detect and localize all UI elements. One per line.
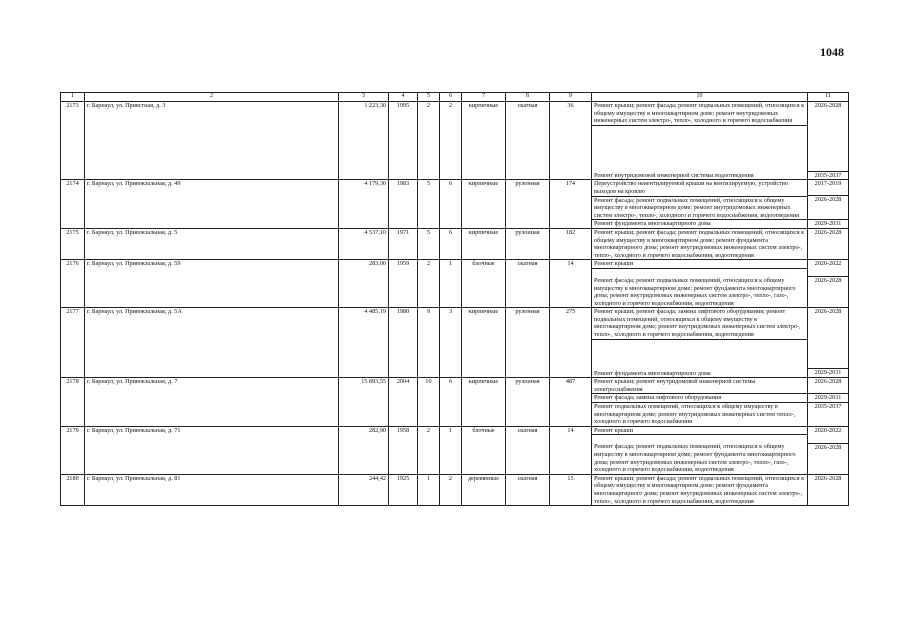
repair-works-cell xyxy=(592,474,808,505)
repair-work-item: Ремонт крыши xyxy=(592,260,807,269)
address-cell: г. Барнаул, ул. Привокзальная, д. 81 xyxy=(85,474,339,505)
repair-term-item: 2029-2031 xyxy=(814,220,842,228)
repair-work-item: Ремонт фундамента многоквартирного дома xyxy=(594,220,711,228)
row-number: 2177 xyxy=(61,308,85,378)
repair-works-cell xyxy=(592,102,808,180)
column-number: 6 xyxy=(440,93,462,102)
roof-type-cell: скатная xyxy=(506,260,550,308)
table-row xyxy=(61,308,849,378)
repair-works-cell xyxy=(592,426,808,474)
roof-type-cell: рулонная xyxy=(506,180,550,229)
column-number: 2 xyxy=(85,93,339,102)
repair-work-item: Переустройство невентилируемой крыши на вентилируемую, устройство выходов на кровлю xyxy=(592,180,807,196)
column-number-row xyxy=(61,93,849,102)
wall-material-cell: блочные xyxy=(462,260,506,308)
repair-works-cell xyxy=(592,180,808,229)
wall-material-cell: деревянные xyxy=(462,474,506,505)
address-cell: г. Барнаул, ул. Привокзальная, д. 5А xyxy=(85,308,339,378)
repair-term-item: 2026-2028 xyxy=(814,443,842,451)
floors-cell: 1 xyxy=(418,474,440,505)
year-cell: 1958 xyxy=(389,426,418,474)
wall-material-cell: кирпичные xyxy=(462,378,506,427)
repair-term-cell xyxy=(808,102,849,180)
year-cell: 1995 xyxy=(389,102,418,180)
table-row xyxy=(61,378,849,427)
area-cell: 4 179,30 xyxy=(339,180,389,229)
year-cell: 2004 xyxy=(389,378,418,427)
repair-term-item: 2026-2028 xyxy=(814,277,842,285)
repair-term-item: 2026-2028 xyxy=(814,474,842,482)
entrances-cell: 3 xyxy=(440,308,462,378)
entrances-cell: 6 xyxy=(440,228,462,259)
repair-term-item: 2026-2028 xyxy=(808,102,848,172)
table-row xyxy=(61,474,849,505)
repair-term-item: 2026-2028 xyxy=(808,378,848,394)
column-number: 8 xyxy=(506,93,550,102)
address-cell: г. Барнаул, ул. Привокзальная, д. 7 xyxy=(85,378,339,427)
repair-work-item: Ремонт крыши xyxy=(592,427,807,436)
column-number: 10 xyxy=(592,93,808,102)
column-number: 3 xyxy=(339,93,389,102)
repair-work-item: Ремонт крыши; ремонт внутридомовой инженерной системы электроснабжения xyxy=(592,378,807,394)
housing-repair-table xyxy=(60,92,849,506)
year-cell: 1971 xyxy=(389,228,418,259)
repair-term-cell xyxy=(808,378,849,427)
repair-term-item: 2029-2031 xyxy=(808,394,848,403)
residents-cell: 487 xyxy=(550,378,592,427)
entrances-cell: 2 xyxy=(440,102,462,180)
column-number: 7 xyxy=(462,93,506,102)
repair-work-item: Ремонт фасада; ремонт подвальных помещений, относящихся к общему имуществу в многоквартирном доме; ремонт фундамента многоквартирного дома; ремонт внутридомовых инженерных систем электро-, тепло-, газо-, холодного и горячего водоснабжения, водоотведения xyxy=(594,443,796,474)
floors-cell: 10 xyxy=(418,378,440,427)
table-row xyxy=(61,426,849,474)
entrances-cell: 1 xyxy=(440,426,462,474)
year-cell: 1959 xyxy=(389,260,418,308)
area-cell: 283,00 xyxy=(339,260,389,308)
roof-type-cell: скатная xyxy=(506,102,550,180)
column-number: 11 xyxy=(808,93,849,102)
page-number: 1048 xyxy=(820,45,844,59)
repair-work-item: Ремонт фундамента многоквартирного дома xyxy=(594,369,711,377)
repair-term-cell xyxy=(808,308,849,378)
residents-cell: 36 xyxy=(550,102,592,180)
residents-cell: 14 xyxy=(550,260,592,308)
address-cell: г. Барнаул, ул. Привокзальная, д. 49 xyxy=(85,180,339,229)
repair-term-cell xyxy=(808,426,849,474)
floors-cell: 9 xyxy=(418,308,440,378)
repair-work-item: Ремонт крыши; ремонт фасада; ремонт подвальных помещений, относящихся к общему имуществу в многоквартирном доме; ремонт фундамента многоквартирного дома; ремонт внутридомовых инженерных систем электро-, тепло-, холодного и горячего водоснабжения, водоотведения xyxy=(594,474,805,505)
wall-material-cell: кирпичные xyxy=(462,228,506,259)
entrances-cell: 6 xyxy=(440,180,462,229)
repair-term-item: 2029-2031 xyxy=(814,369,842,377)
row-number: 2176 xyxy=(61,260,85,308)
repair-work-item: Ремонт крыши; ремонт фасада; ремонт подвальных помещений, относящихся к общему имуществу в многоквартирном доме; ремонт фундамента многоквартирного дома; ремонт внутридомовых инженерных систем электро-, тепло-, холодного и горячего водоснабжения, водоотведения xyxy=(594,228,805,259)
repair-work-item: Ремонт фасада; ремонт подвальных помещений, относящихся к общему имуществу в многоквартирном доме; ремонт фундамента многоквартирного дома; ремонт внутридомовых инженерных систем электро-, тепло-, газо-, холодного и горячего водоснабжения, водоотведения xyxy=(594,276,796,307)
column-number: 1 xyxy=(61,93,85,102)
area-cell: 1 223,30 xyxy=(339,102,389,180)
address-cell: г. Барнаул, ул. Привокзальная, д. 5 xyxy=(85,228,339,259)
wall-material-cell: кирпичные xyxy=(462,308,506,378)
row-number: 2180 xyxy=(61,474,85,505)
table-row xyxy=(61,228,849,259)
row-number: 2179 xyxy=(61,426,85,474)
repair-term-item: 2017-2019 xyxy=(808,180,848,196)
address-cell: г. Барнаул, ул. Привокзальная, д. 71 xyxy=(85,426,339,474)
repair-term-item: 2035-2037 xyxy=(814,403,842,411)
floors-cell: 2 xyxy=(418,260,440,308)
entrances-cell: 6 xyxy=(440,378,462,427)
column-number: 4 xyxy=(389,93,418,102)
table-row xyxy=(61,102,849,180)
repair-works-cell xyxy=(592,228,808,259)
repair-term-item: 2035-2037 xyxy=(814,172,842,179)
residents-cell: 174 xyxy=(550,180,592,229)
repair-term-item: 2026-2028 xyxy=(808,308,848,369)
repair-term-item: 2020-2022 xyxy=(808,260,848,277)
roof-type-cell: рулонная xyxy=(506,228,550,259)
area-cell: 15 893,55 xyxy=(339,378,389,427)
repair-term-item: 2026-2028 xyxy=(808,196,848,220)
roof-type-cell: рулонная xyxy=(506,308,550,378)
repair-work-item: Ремонт крыши; ремонт фасада; ремонт подвальных помещений, относящихся к общему имуществу в многоквартирном доме; ремонт внутридомовых инженерных систем электро-, тепло-, холодного и горячего водоснабжения xyxy=(592,102,807,126)
row-number: 2174 xyxy=(61,180,85,229)
column-number: 9 xyxy=(550,93,592,102)
column-number: 5 xyxy=(418,93,440,102)
table-row xyxy=(61,260,849,308)
floors-cell: 5 xyxy=(418,180,440,229)
floors-cell: 2 xyxy=(418,426,440,474)
repair-term-cell xyxy=(808,228,849,259)
roof-type-cell: скатная xyxy=(506,426,550,474)
repair-work-item: Ремонт фасада; ремонт подвальных помещений, относящихся к общему имуществу в многоквартирном доме; ремонт внутридомовых инженерных систем электро-, тепло-, холодного и горячего водоснабжения, водоотведения xyxy=(592,197,807,221)
repair-work-item: Ремонт подвальных помещений, относящихся к общему имуществу в многоквартирном доме; ремонт внутридомовых инженерных систем тепло-, холодного и горячего водоснабжения xyxy=(594,403,796,426)
table-row xyxy=(61,180,849,229)
repair-work-item: Ремонт фасада; замена лифтового оборудования xyxy=(592,394,807,403)
area-cell: 244,42 xyxy=(339,474,389,505)
year-cell: 1983 xyxy=(389,180,418,229)
roof-type-cell: скатная xyxy=(506,474,550,505)
entrances-cell: 2 xyxy=(440,474,462,505)
row-number: 2175 xyxy=(61,228,85,259)
repair-term-item: 2026-2028 xyxy=(814,228,842,236)
year-cell: 1980 xyxy=(389,308,418,378)
residents-cell: 182 xyxy=(550,228,592,259)
entrances-cell: 1 xyxy=(440,260,462,308)
wall-material-cell: блочные xyxy=(462,426,506,474)
floors-cell: 5 xyxy=(418,228,440,259)
wall-material-cell: кирпичные xyxy=(462,102,506,180)
residents-cell: 14 xyxy=(550,426,592,474)
row-number: 2173 xyxy=(61,102,85,180)
roof-type-cell: рулонная xyxy=(506,378,550,427)
wall-material-cell: кирпичные xyxy=(462,180,506,229)
area-cell: 282,90 xyxy=(339,426,389,474)
repair-term-cell xyxy=(808,260,849,308)
repair-work-item: Ремонт внутридомовой инженерной системы водоотведения xyxy=(594,171,754,179)
address-cell: г. Барнаул, ул. Привокзальная, д. 59 xyxy=(85,260,339,308)
repair-term-item: 2020-2022 xyxy=(808,427,848,444)
residents-cell: 15 xyxy=(550,474,592,505)
residents-cell: 275 xyxy=(550,308,592,378)
area-cell: 4 537,10 xyxy=(339,228,389,259)
floors-cell: 2 xyxy=(418,102,440,180)
repair-term-cell xyxy=(808,474,849,505)
repair-term-cell xyxy=(808,180,849,229)
repair-work-item: Ремонт крыши; ремонт фасада; замена лифтового оборудования; ремонт подвальных помещений, относящихся к общему имуществу в многоквартирном доме; ремонт внутридомовых инженерных систем электро-, тепло-, холодного и горячего водоснабжения, водоотведения xyxy=(592,308,807,339)
address-cell: г. Барнаул, ул. Привсгная, д. 3 xyxy=(85,102,339,180)
area-cell: 4 485,19 xyxy=(339,308,389,378)
repair-works-cell xyxy=(592,260,808,308)
repair-works-cell xyxy=(592,308,808,378)
repair-works-cell xyxy=(592,378,808,427)
row-number: 2178 xyxy=(61,378,85,427)
year-cell: 1925 xyxy=(389,474,418,505)
